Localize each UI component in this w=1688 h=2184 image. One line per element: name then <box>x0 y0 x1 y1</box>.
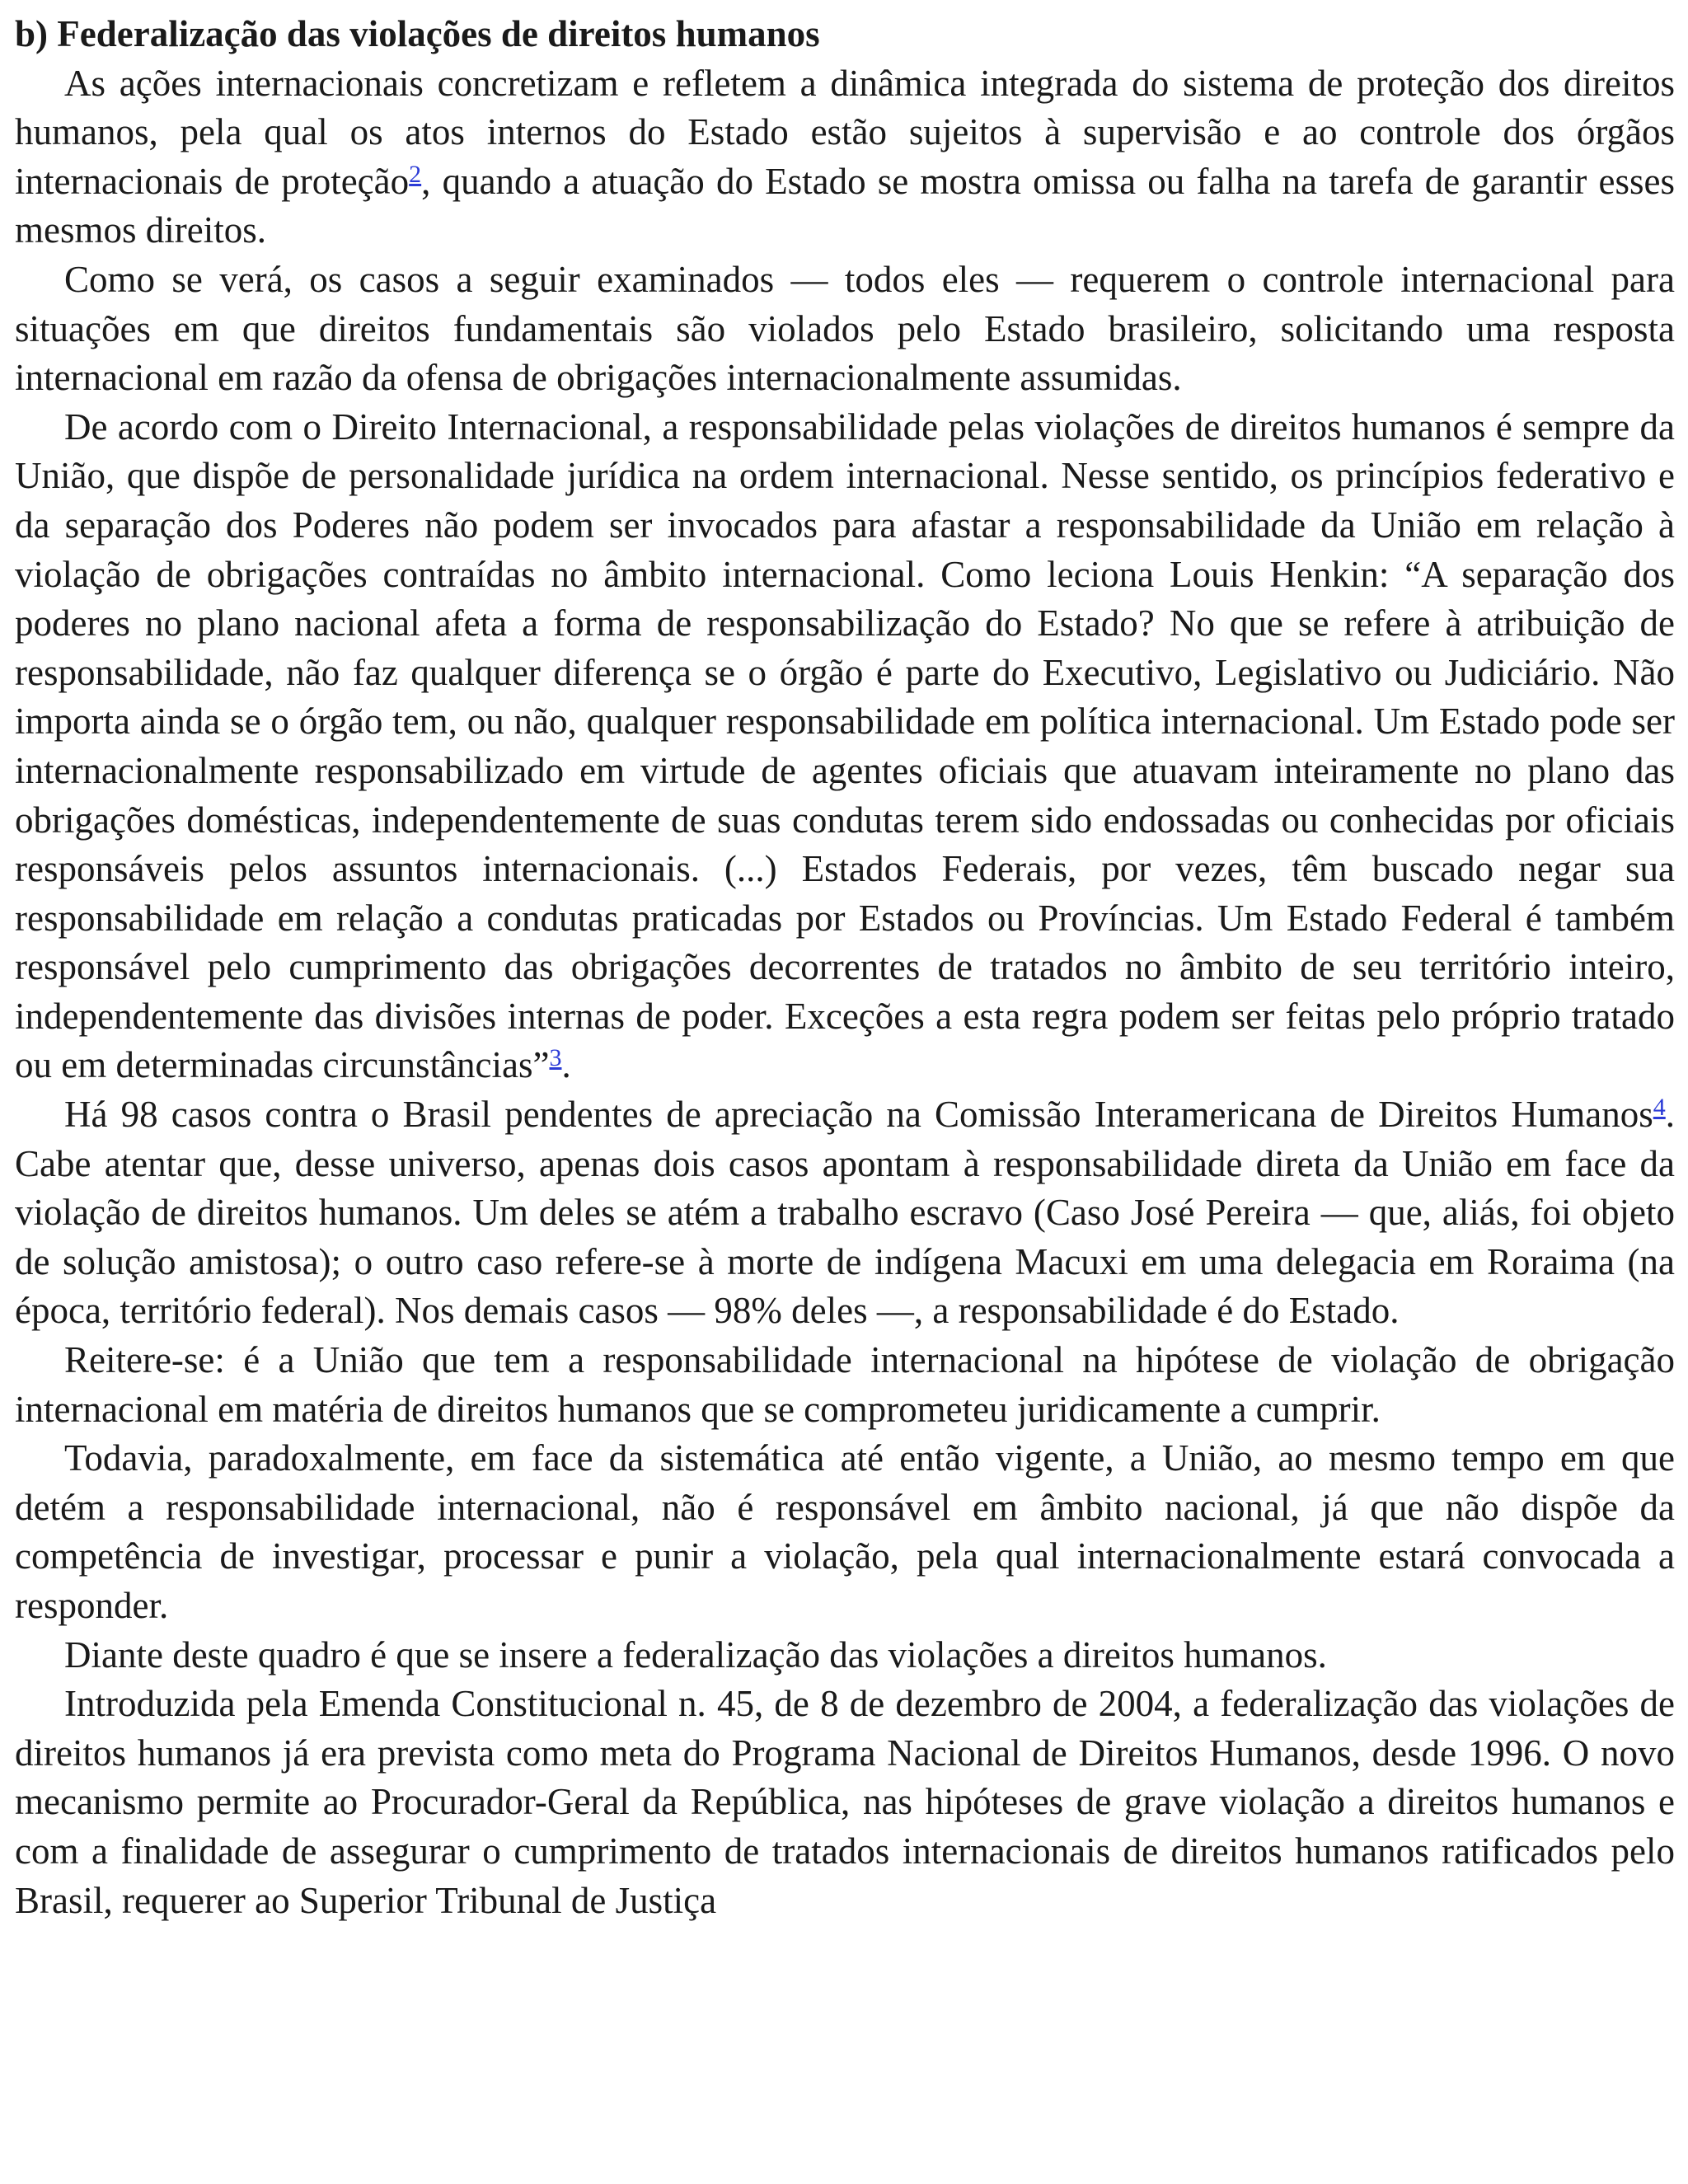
paragraph-paradox: Todavia, paradoxalmente, em face da sistemática até então vigente, a União, ao mesmo tempo em que detém a responsabilidade internacional, não é responsável em âmbito nacional, já que não dispõe da competência de investigar, processar e punir a violação, pela qual internacionalmente estará convocada a responder. <box>15 1437 1675 1626</box>
paragraph-reiterate: Reitere-se: é a União que tem a responsabilidade internacional na hipótese de violação de obrigação internacional em matéria de direitos humanos que se comprometeu juridicamente a cumprir. <box>15 1339 1675 1430</box>
paragraph-text: . <box>561 1044 571 1086</box>
paragraph-context: Diante deste quadro é que se insere a federalização das violações a direitos humanos. <box>64 1633 1327 1675</box>
paragraph-international-law <box>15 403 1675 1090</box>
paragraph-international-actions <box>15 59 1675 255</box>
paragraph-text: . Cabe atentar que, desse universo, apenas dois casos apontam à responsabilidade direta da União em face da violação de direitos humanos. Um deles se atém a trabalho escravo (Caso José Pereira — que, aliás, foi objeto de solução amistosa); o outro caso refere-se à morte de indígena Macuxi em uma delegacia em Roraima (na época, território federal). Nos demais casos — 98% deles —, a responsabilidade é do Estado. <box>15 1094 1675 1332</box>
paragraph-pending-cases <box>15 1090 1675 1336</box>
footnote-link-3[interactable]: 3 <box>549 1044 562 1072</box>
paragraph-text: , quando a atuação do Estado se mostra omissa ou falha na tarefa de garantir esses mesmos direitos. <box>15 160 1675 251</box>
paragraph-text: De acordo com o Direito Internacional, a responsabilidade pelas violações de direitos humanos é sempre da União, que dispõe de personalidade jurídica na ordem internacional. Nesse sentido, os princípios federativo e da separação dos Poderes não podem ser invocados para afastar a responsabilidade da União em relação à violação de obrigações contraídas no âmbito internacional. Como leciona Louis Henkin: “A separação dos poderes no plano nacional afeta a forma de responsabilização do Estado? No que se refere à atribuição de responsabilidade, não faz qualquer diferença se o órgão é parte do Executivo, Legislativo ou Judiciário. Não importa ainda se o órgão tem, ou não, qualquer responsabilidade em política internacional. Um Estado pode ser internacionalmente responsabilizado em virtude de agentes oficiais que atuavam inteiramente no plano das obrigações domésticas, independentemente de suas condutas terem sido endossadas ou conhecidas por oficiais responsáveis pelos assuntos internacionais. (...) Estados Federais, por vezes, têm buscado negar sua responsabilidade em relação a condutas praticadas por Estados ou Províncias. Um Estado Federal é também responsável pelo cumprimento das obrigações decorrentes de tratados no âmbito de seu território inteiro, independentemente das divisões internas de poder. Exceções a esta regra podem ser feitas pelo próprio tratado ou em determinadas circunstâncias” <box>15 405 1675 1086</box>
section-title: b) Federalização das violações de direitos humanos <box>15 13 820 54</box>
paragraph-amendment-45: Introduzida pela Emenda Constitucional n. 45, de 8 de dezembro de 2004, a federalização das violações de direitos humanos já era prevista como meta do Programa Nacional de Direitos Humanos, desde 1996. O novo mecanismo permite ao Procurador-Geral da República, nas hipóteses de grave violação a direitos humanos e com a finalidade de assegurar o cumprimento de tratados internacionais de direitos humanos ratificados pelo Brasil, requerer ao Superior Tribunal de Justiça <box>15 1683 1675 1921</box>
footnote-link-4[interactable]: 4 <box>1653 1094 1666 1122</box>
paragraph-text: As ações internacionais concretizam e refletem a dinâmica integrada do sistema de proteção dos direitos humanos, pela qual os atos internos do Estado estão sujeitos à supervisão e ao controle dos órgãos internacionais de proteção <box>15 62 1675 202</box>
footnote-link-2[interactable]: 2 <box>409 160 422 188</box>
paragraph-text: Há 98 casos contra o Brasil pendentes de apreciação na Comissão Interamericana de Direitos Humanos <box>64 1094 1653 1136</box>
paragraph-cases-examined: Como se verá, os casos a seguir examinados — todos eles — requerem o controle internacional para situações em que direitos fundamentais são violados pelo Estado brasileiro, solicitando uma resposta internacional em razão da ofensa de obrigações internacionalmente assumidas. <box>15 258 1675 399</box>
